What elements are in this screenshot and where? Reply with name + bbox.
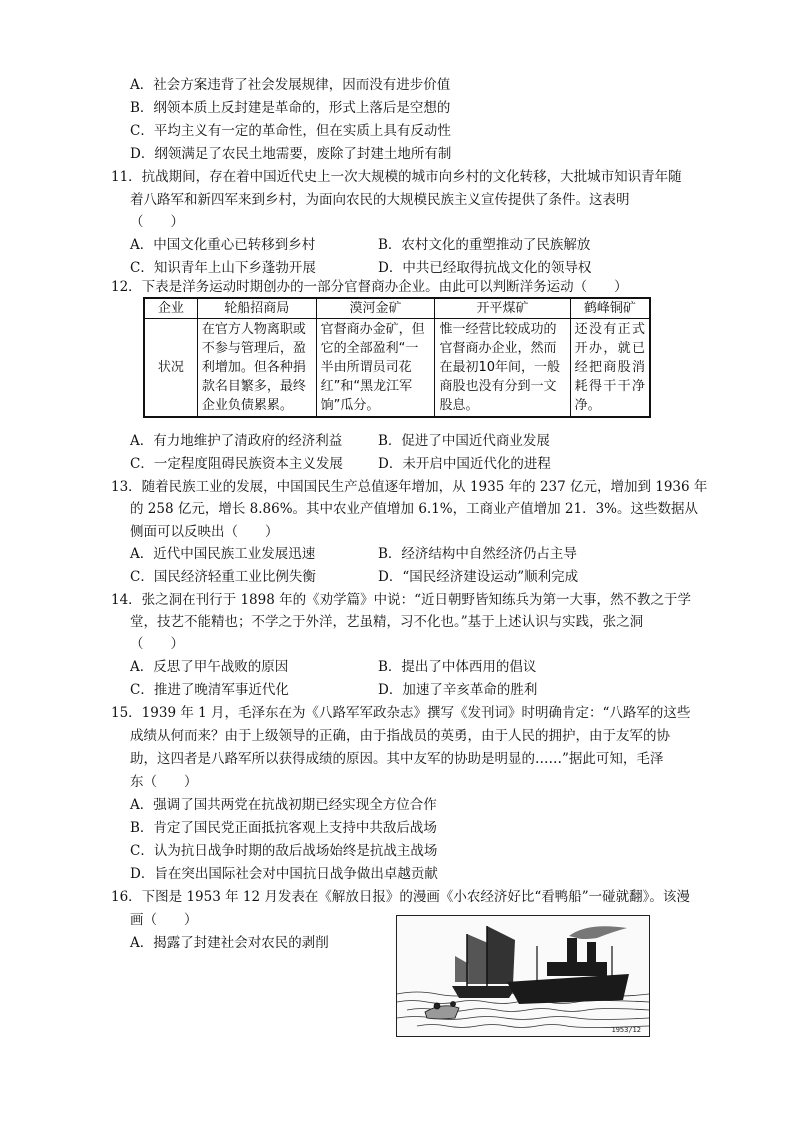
q14-option-d[interactable]: D．加速了辛亥革命的胜利	[378, 682, 538, 698]
table-header-row	[144, 298, 650, 319]
q15-stem-line1: 15．1939 年 1 月，毛泽东在为《八路军军政杂志》撰写《发刊词》时明确肯定：“八路军的这些	[111, 705, 691, 721]
q15-stem-line4: 东（ ）	[130, 774, 198, 790]
q11-answer-blank: （ ）	[130, 214, 184, 230]
table-cell: 在官方人物离职或不参与管理后，盈利增加。但各种捐款名目繁多，最终企业负债累累。	[197, 319, 316, 418]
table-header: 鹤峰铜矿	[570, 298, 650, 319]
q13-option-c[interactable]: C．国民经济轻重工业比例失衡	[130, 569, 316, 585]
table-header: 漠河金矿	[316, 298, 435, 319]
q15-stem-line2: 成绩从何而来？由于上级领导的正确，由于指战员的英勇，由于人民的拥护，由于友军的协	[130, 728, 670, 744]
cartoon-date-stamp: 1953/12	[611, 1026, 641, 1034]
q12-option-d[interactable]: D．未开启中国近代化的进程	[378, 456, 551, 472]
q12-option-a[interactable]: A．有力地维护了清政府的经济利益	[130, 433, 343, 449]
q13-stem-line1: 13．随着民族工业的发展，中国国民生产总值逐年增加，从 1935 年的 237 亿元，增加到 1936 年	[111, 479, 708, 495]
q15-stem-line3: 助，这四者是八路军所以获得成绩的原因。其中友军的协助是明显的……”据此可知，毛泽	[130, 751, 664, 767]
q13-stem-line3: 侧面可以反映出（ ）	[130, 524, 279, 540]
q14-stem-line2: 堂，技艺不能精也；不学之于外洋，艺虽精，习不化也。”基于上述认识与实践，张之洞	[130, 614, 644, 630]
q11-option-d[interactable]: D．中共已经取得抗战文化的领导权	[378, 260, 592, 276]
q10-option-a[interactable]: A．社会方案违背了社会发展规律，因而没有进步价值	[130, 77, 451, 93]
table-row-label: 状况	[144, 319, 197, 418]
table-cell: 官督商办金矿，但它的全部盈利“一半由所谓员司花红”和“黑龙江军饷”瓜分。	[316, 319, 435, 418]
q11-option-b[interactable]: B．农村文化的重塑推动了民族解放	[378, 237, 591, 253]
table-cell: 还没有正式开办，就已经把商股消耗得干干净净。	[570, 319, 650, 418]
q12-stem-line1: 12．下表是洋务运动时期创办的一部分官督商办企业。由此可以判断洋务运动（ ）	[111, 279, 628, 295]
q15-option-a[interactable]: A．强调了国共两党在抗战初期已经实现全方位合作	[130, 797, 437, 813]
q10-option-c[interactable]: C．平均主义有一定的革命性，但在实质上具有反动性	[130, 123, 451, 139]
q10-option-b[interactable]: B．纲领本质上反封建是革命的，形式上落后是空想的	[130, 100, 451, 116]
table-header: 开平煤矿	[435, 298, 570, 319]
q14-option-a[interactable]: A．反思了甲午战败的原因	[130, 659, 289, 675]
q13-stem-line2: 的 258 亿元，增长 8.86%。其中农业产值增加 6.1%，工商业产值增加 21．3%。这些数据从	[130, 501, 699, 517]
q13-option-d[interactable]: D．“国民经济建设运动”顺利完成	[378, 569, 579, 585]
q15-option-c[interactable]: C．认为抗日战争时期的敌后战场始终是抗战主战场	[130, 843, 438, 859]
table-cell: 惟一经营比较成功的官督商办企业，然而在最初10年间，一般商股也没有分到一文股息。	[435, 319, 570, 418]
q14-option-b[interactable]: B．提出了中体西用的倡议	[378, 659, 537, 675]
q13-option-b[interactable]: B．经济结构中自然经济仍占主导	[378, 546, 577, 562]
cartoon-illustration	[397, 916, 649, 1036]
q12-option-b[interactable]: B．促进了中国近代商业发展	[378, 433, 550, 449]
q12-option-c[interactable]: C．一定程度阻碍民族资本主义发展	[130, 456, 343, 472]
enterprise-table	[143, 297, 651, 418]
q15-option-d[interactable]: D．旨在突出国际社会对中国抗日战争做出卓越贡献	[130, 866, 438, 882]
q14-stem-line1: 14．张之洞在刊行于 1898 年的《劝学篇》中说：“近日朝野皆知练兵为第一大事，然不教之于学	[111, 592, 692, 608]
q14-option-c[interactable]: C．推进了晚清军事近代化	[130, 682, 289, 698]
table-header: 企业	[144, 298, 197, 319]
ship-cartoon-image	[396, 915, 650, 1037]
q14-answer-blank: （ ）	[130, 636, 184, 652]
q11-stem-line2: 着八路军和新四军来到乡村，为面向农民的大规模民族主义宣传提供了条件。这表明	[130, 192, 630, 208]
q13-option-a[interactable]: A．近代中国民族工业发展迅速	[130, 546, 316, 562]
q16-stem-line2: 画（ ）	[130, 912, 198, 928]
table-header: 轮船招商局	[197, 298, 316, 319]
q10-option-d[interactable]: D．纲领满足了农民土地需要，废除了封建土地所有制	[130, 146, 452, 162]
q11-option-c[interactable]: C．知识青年上山下乡蓬勃开展	[130, 260, 316, 276]
q11-stem-line1: 11．抗战期间，存在着中国近代史上一次大规模的城市向乡村的文化转移，大批城市知识青年随	[111, 169, 682, 185]
q15-option-b[interactable]: B．肯定了国民党正面抵抗客观上支持中共敌后战场	[130, 820, 437, 836]
q16-option-a[interactable]: A．揭露了封建社会对农民的剥削	[130, 935, 329, 951]
q16-stem-line1: 16．下图是 1953 年 12 月发表在《解放日报》的漫画《小农经济好比“看鸭船”一碰就翻》。该漫	[111, 889, 690, 905]
q11-option-a[interactable]: A．中国文化重心已转移到乡村	[130, 237, 316, 253]
table-row	[144, 319, 650, 418]
